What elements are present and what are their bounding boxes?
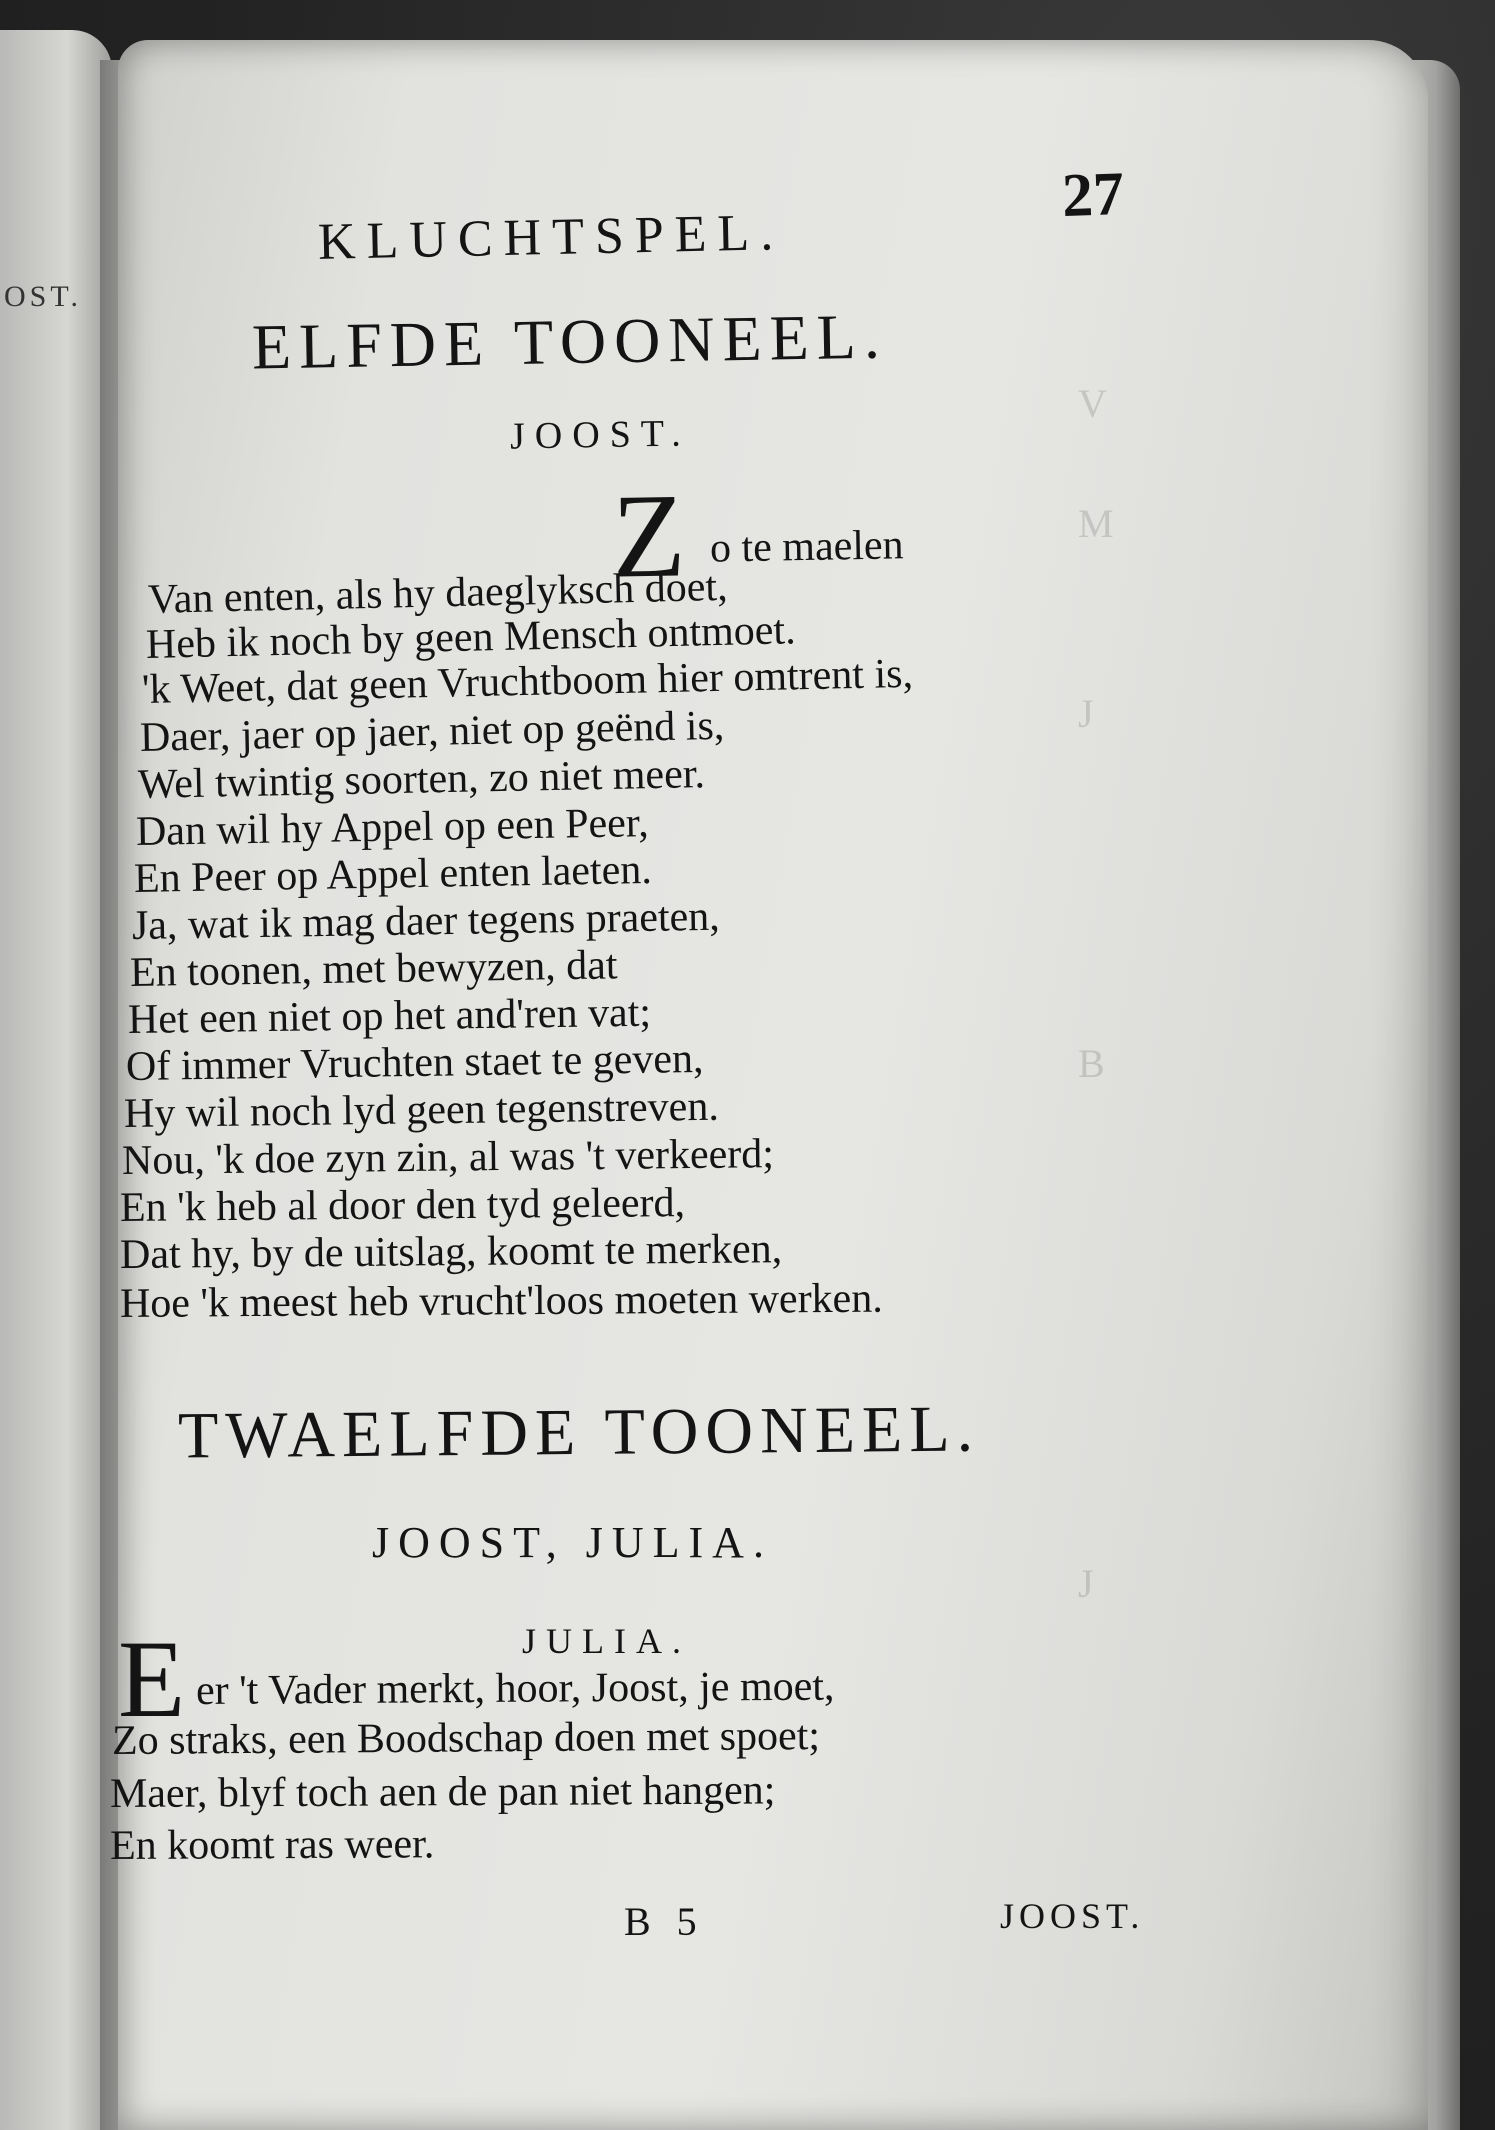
verse-line: er 't Vader merkt, hoor, Joost, je moet, [195, 1663, 835, 1714]
scene-characters: JOOST, JULIA. [372, 1518, 773, 1567]
speaker-name: JOOST. [509, 412, 692, 458]
verse-line: Nou, 'k doe zyn zin, al was 't verkeerd; [121, 1131, 775, 1184]
verse-line: Dat hy, by de uitslag, koomt te merken, [119, 1226, 783, 1278]
verse-line: Zo straks, een Boodschap doen met spoet; [111, 1713, 821, 1764]
verse-line: Het een niet op het and'ren vat; [127, 989, 652, 1043]
verse-line: Wel twintig soorten, zo niet meer. [137, 751, 706, 808]
speaker-name: JULIA. [522, 1621, 691, 1661]
verse-line: En koomt ras weer. [109, 1821, 435, 1869]
catchword: JOOST. [1000, 1896, 1145, 1936]
scene-heading: TWAELFDE TOONEEL. [177, 1392, 981, 1473]
verse-line: En 'k heb al door den tyd geleerd, [119, 1180, 686, 1231]
show-through: J [1078, 1561, 1094, 1606]
verse-line: Daer, jaer op jaer, niet op geënd is, [139, 702, 725, 761]
verse-line: Ja, wat ik mag daer tegens praeten, [131, 893, 721, 949]
verse-line: Van enten, als hy daeglyksch doet, [147, 563, 729, 623]
facing-page [0, 30, 112, 2130]
show-through: B [1078, 1041, 1105, 1086]
verse-line: Heb ik noch by geen Mensch ontmoet. [145, 607, 797, 668]
running-head: KLUCHTSPEL. [317, 204, 785, 271]
drop-cap: Z [610, 468, 687, 603]
show-through: J [1078, 691, 1094, 736]
verse-line: 'k Weet, dat geen Vruchtboom hier omtrent is, [141, 650, 914, 713]
show-through: M [1078, 501, 1114, 546]
verse-line: Of immer Vruchten staet te geven, [125, 1035, 704, 1090]
verse-line: Hy wil noch lyd geen tegenstreven. [123, 1083, 720, 1137]
scene-heading: ELFDE TOONEEL. [251, 300, 889, 383]
verse-line: Dan wil hy Appel op een Peer, [135, 800, 650, 855]
verse-line: Maer, blyf toch aen de pan niet hangen; [109, 1767, 776, 1817]
verse-line: En toonen, met bewyzen, dat [129, 942, 618, 996]
drop-cap: E [118, 1618, 186, 1740]
show-through: V [1078, 381, 1107, 426]
verse-line: o te maelen [709, 522, 904, 572]
signature-mark: B 5 [624, 1899, 705, 1944]
verse-line: En Peer op Appel enten laeten. [133, 846, 653, 902]
facing-page-fragment: OST. [4, 280, 82, 313]
verse-line: Hoe 'k meest heb vrucht'loos moeten werken. [119, 1275, 883, 1327]
page-number: 27 [1060, 159, 1126, 231]
